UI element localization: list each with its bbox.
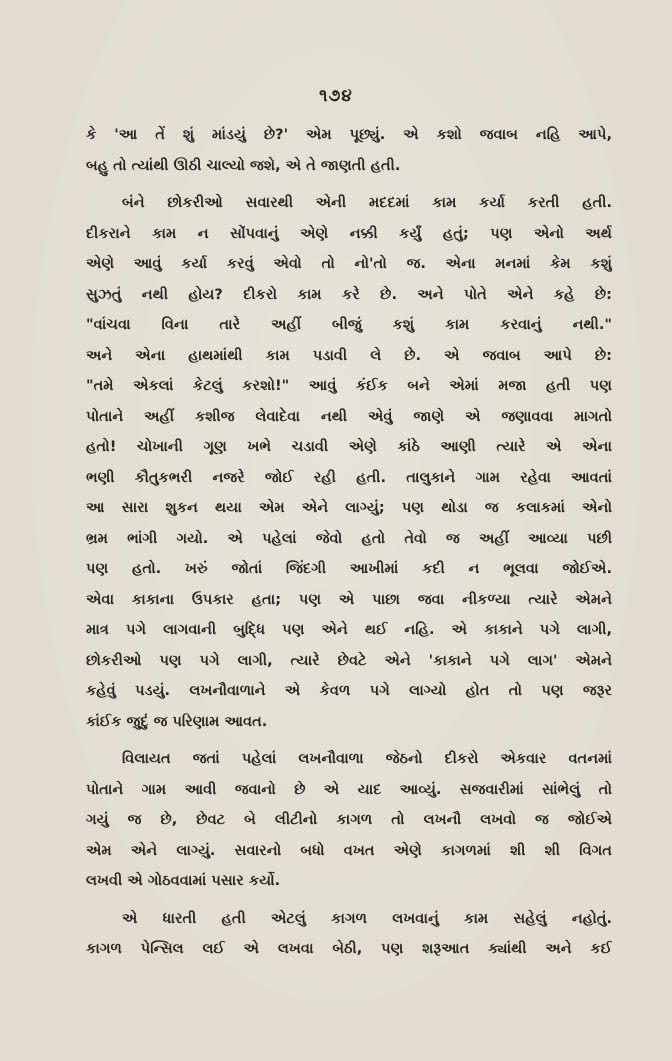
- paragraph: [86, 744, 612, 897]
- text-line: અને એના હાથમાંથી કામ પડાવી લે છે. એ જવાબ આપે છે:: [86, 346, 612, 364]
- text-line: કાગળ પેન્સિલ લઈ એ લખવા બેઠી, પણ શરૂઆત ક્યાંથી અને કઈ: [86, 940, 612, 957]
- text-line: કહેવું પડયું. લખનૌવાળાને એ કેવળ પગે લાગ્યો હોત તો પણ જરૂર: [86, 682, 612, 699]
- text-line: બંને છોકરીઓ સવારથી એની મદદમાં કામ કર્યા કરતી હતી.: [122, 194, 612, 211]
- text-line: એ ધારતી હતી એટલું કાગળ લખવાનું કામ સહેલું નહોતું.: [122, 909, 612, 927]
- text-line: બહુ તો ત્યાંથી ઊઠી ચાલ્યો જશે, એ તે જાણતી હતી.: [86, 156, 401, 174]
- text-line: ભ્રમ ભાંગી ગયો. એ પહેલાં જેવો હતો તેવો જ અહીં આવ્યા પછી: [86, 529, 612, 547]
- text-line: માત્ર પગે લાગવાની બુદ્ધિ પણ એને થઈ નહિ. એ કાકાને પગે લાગી,: [86, 621, 612, 638]
- text-line: પોતાને અહીં કશીજ લેવાદેવા નથી એવું જાણે એ જણાવવા માગતો: [86, 407, 612, 425]
- text-line: આ સારા શુકન થયા એમ એને લાગ્યું; પણ થોડા જ કલાકમાં એનો: [86, 499, 612, 516]
- text-line: ભણી કૌતુકભરી નજરે જોઈ રહી હતી. તાલુકાને ગામ રહેવા આવતાં: [86, 468, 612, 486]
- text-line: કાંઈક જુદું જ પરિણામ આવત.: [86, 712, 268, 730]
- paragraph: [86, 188, 612, 737]
- text-line: સુઝતું નથી હોય? દીકરો કામ કરે છે. અને પોતે એને કહે છે:: [86, 285, 612, 303]
- text-line: છોકરીઓ પણ પગે લાગી, ત્યારે છેવટે એને 'કાકાને પગે લાગ' એમને: [86, 651, 612, 669]
- text-line: દીકરાને કામ ન સોંપવાનું એણે નક્કી કર્યું હતું; પણ એનો અર્થ: [86, 224, 612, 242]
- text-line: લખવી એ ગોઠવવામાં પસાર કર્યો.: [86, 872, 281, 889]
- paragraph: [86, 120, 612, 181]
- text-line: એણે આવું કર્યા કરવું એવો તો નો'તો જ. એના મનમાં કેમ કશું: [86, 255, 612, 272]
- text-line: એમ એને લાગ્યું. સવારનો બધો વખત એણે કાગળમાં શી શી વિગત: [86, 841, 612, 859]
- text-line: "તમે એકલાં કેટલું કરશો!" આવું કંઈક બને એમાં મજા હતી પણ: [86, 377, 612, 394]
- text-line: કે 'આ તેં શું માંડયું છે?' એમ પૂછ્યું. એ કશો જવાબ નહિ આપે,: [86, 126, 612, 143]
- text-line: પોતાને ગામ આવી જવાનો છે એ યાદ આવ્યું. સજવારીમાં સાંભેલું તો: [86, 780, 612, 798]
- text-line: હતો! ચોખાની ગૂણ ખભે ચડાવી એણે કાંઠે આણી ત્યારે એ એના: [86, 438, 612, 455]
- text-line: "વાંચવા વિના તારે અહીં બીજું કશું કામ કરવાનું નથી.": [86, 316, 612, 333]
- text-line: પણ હતો. ખરું જોતાં જિંદગી આખીમાં કદી ન ભૂલવા જોઈએ.: [86, 560, 612, 577]
- body-text: [86, 120, 612, 965]
- text-line: વિલાયત જતાં પહેલાં લખનૌવાળા જેઠનો દીકરો એકવાર વતનમાં: [122, 750, 612, 767]
- text-line: ગયું જ છે, છેવટ બે લીટીનો કાગળ તો લખનૌ લખવો જ જોઈએ: [86, 811, 612, 828]
- paragraph: [86, 904, 612, 965]
- text-line: એવા કાકાના ઉપકાર હતા; પણ એ પાછા જવા નીકળ્યા ત્યારે એમને: [86, 590, 612, 608]
- page-number: ૧૭૪: [319, 86, 353, 106]
